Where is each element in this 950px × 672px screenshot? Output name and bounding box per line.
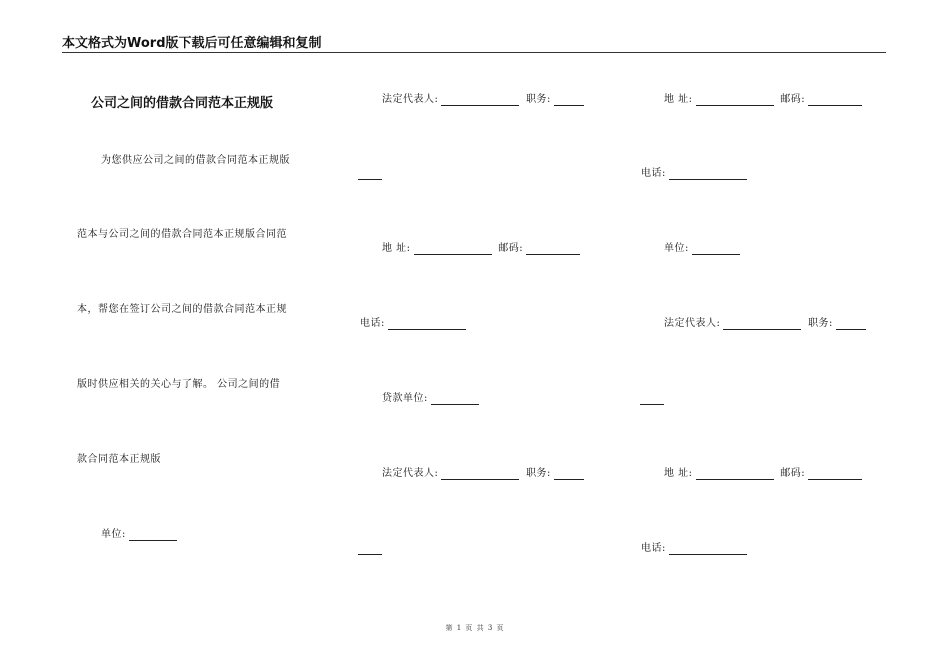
position-continuation <box>358 168 385 180</box>
phone-blank <box>669 169 747 180</box>
legal-rep-blank <box>441 95 519 106</box>
phone-blank <box>388 319 466 330</box>
unit-field <box>664 243 743 255</box>
unit-field <box>101 529 180 541</box>
unit-label: 单位: <box>101 529 126 540</box>
position-label: 职务: <box>808 318 833 329</box>
postcode-label: 邮码: <box>498 243 524 254</box>
postcode-blank <box>808 469 862 480</box>
phone-label: 电话: <box>360 318 385 329</box>
position-blank-continued <box>358 544 382 555</box>
position-continuation <box>358 543 385 555</box>
address-blank <box>696 469 774 480</box>
position-blank <box>554 469 584 480</box>
address-blank <box>696 95 774 106</box>
position-blank-continued <box>358 169 382 180</box>
legal-rep-label: 法定代表人: <box>382 94 439 105</box>
position-blank <box>836 319 866 330</box>
unit-blank <box>692 244 740 255</box>
lender-unit-label: 贷款单位: <box>382 393 428 404</box>
position-continuation <box>640 393 667 405</box>
phone-blank <box>669 544 747 555</box>
legal-rep-blank <box>441 469 519 480</box>
intro-line-4: 版时供应相关的关心与了解。 公司之间的借 <box>77 379 281 390</box>
page-number: 第 1 页 共 3 页 <box>445 624 505 632</box>
phone-field <box>641 168 750 180</box>
position-label: 职务: <box>526 94 551 105</box>
position-blank <box>554 95 584 106</box>
address-blank <box>414 244 492 255</box>
intro-line-5: 款合同范本正规版 <box>77 454 161 465</box>
address-label: 地 址: <box>382 243 411 254</box>
intro-line-1: 为您供应公司之间的借款合同范本正规版 <box>101 155 290 166</box>
legal-rep-field <box>664 318 869 330</box>
phone-field <box>360 318 469 330</box>
address-field <box>664 94 865 106</box>
position-label: 职务: <box>526 468 551 479</box>
postcode-label: 邮码: <box>780 468 806 479</box>
legal-rep-field <box>382 94 587 106</box>
lender-unit-blank <box>431 394 479 405</box>
address-label: 地 址: <box>664 468 693 479</box>
legal-rep-field <box>382 468 587 480</box>
phone-label: 电话: <box>641 543 666 554</box>
address-field <box>664 468 865 480</box>
position-blank-continued <box>640 394 664 405</box>
intro-line-2: 范本与公司之间的借款合同范本正规版合同范 <box>77 229 287 240</box>
legal-rep-blank <box>723 319 801 330</box>
legal-rep-label: 法定代表人: <box>382 468 439 479</box>
header-title: 本文格式为Word版下载后可任意编辑和复制 <box>62 36 322 51</box>
postcode-label: 邮码: <box>780 94 806 105</box>
address-label: 地 址: <box>664 94 693 105</box>
intro-line-3: 本，帮您在签订公司之间的借款合同范本正规 <box>77 304 287 315</box>
legal-rep-label: 法定代表人: <box>664 318 721 329</box>
phone-label: 电话: <box>641 168 666 179</box>
page-header <box>62 36 886 53</box>
phone-field <box>641 543 750 555</box>
document-title: 公司之间的借款合同范本正规版 <box>91 96 274 111</box>
unit-blank <box>129 530 177 541</box>
address-field <box>382 243 583 255</box>
unit-label: 单位: <box>664 243 689 254</box>
postcode-blank <box>808 95 862 106</box>
lender-unit-field <box>382 393 482 405</box>
postcode-blank <box>526 244 580 255</box>
